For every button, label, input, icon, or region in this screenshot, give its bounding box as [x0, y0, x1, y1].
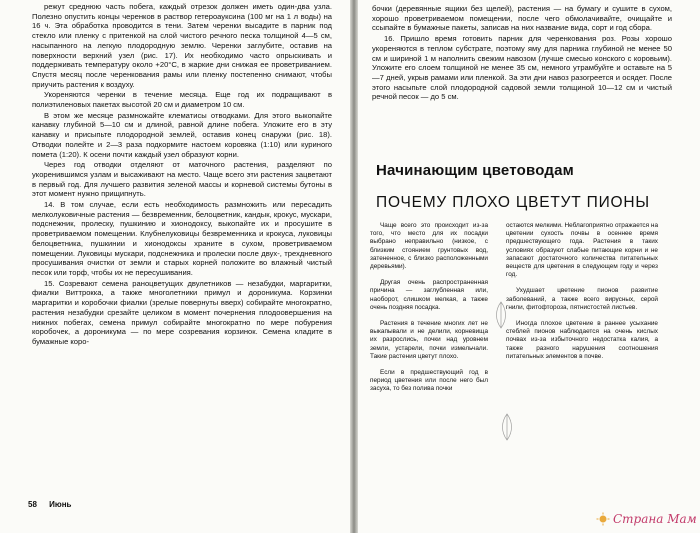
leaf-sketch-icon [494, 300, 508, 330]
paragraph: Ухудшает цветение пионов развитие заболеваний, а также всего вирусных, серой гнили, фитофтороза, пятнистостей листьев. [506, 287, 658, 311]
article-column-left [370, 222, 488, 394]
paragraph: В этом же месяце размножайте клематисы отводками. Для этого выкопайте канавку глубиной 5—10 см и длиной, равной длине побега. Уложите его в эту канавку и присыпьте плодородной землей, оставив конец снаружи (рис. 18). Отводки полейте и 2—3 раза подкормите настоем коровяка (1:10) или куриного помета (1:20). К осени почти каждый узел образуют корни. [32, 110, 332, 159]
paragraph: остаются мелкими. Неблагоприятно отражается на цветении сухость почвы в осеннее время предшествующего года. Растения в таких условиях образуют слабые питающие корни и не запасают достаточного количества питательных веществ для цветения в следующем году и через год. [506, 222, 658, 279]
page-footer [28, 500, 328, 509]
article-column-right [506, 222, 658, 361]
article-title: ПОЧЕМУ ПЛОХО ЦВЕТУТ ПИОНЫ [376, 194, 650, 211]
paragraph: бочки (деревянные ящики без щелей), растения — на бумагу и сушите в сухом, хорошо проветриваемом помещении, после чего обмолачивайте, очищайте и ссыпайте в бумажные пакеты, записав на них название вида, сорт и год сбора. [372, 4, 672, 33]
paragraph: 14. В том случае, если есть необходимость размножить или пересадить мелколуковичные растения — безвременник, белоцветник, кандык, крокус, мускари, подснежник, пролеску, пушкинию и хионодоксу, выкопайте их и просушите в проветриваемом помещении. Клубнелуковицы безвременника и крокуса, луковицы белоцветника, пушкинии и хионодоксы храните в сухом, проветриваемом помещении. Луковицы мускари, подснежника и пролески после двух-, трехдневного просушивания очистки от земли и старых корней положите во влажный чистый песок или торф, чтобы их не пересушивания. [32, 200, 332, 277]
page-number: 58 [28, 500, 37, 509]
sun-icon [596, 512, 610, 526]
paragraph: 15. Созревают семена раноцветущих двулетников — незабудки, маргаритки, фиалки Виттрокка, а также многолетники примул и дороникума. Корзинки маргаритки и коробочки фиалки (зрелые повернуты вверх) собирайте многократно, растения незабудки срезайте целиком в момент почернения плодоовершения на нижних побегах, семена примул собирайте многократно по мере побурения коробочек, а дороникума — по мере созревания корзинок. Семена кладите в бумажные коро- [32, 278, 332, 346]
book-spine [350, 0, 358, 533]
watermark-text: Страна Мам [613, 512, 697, 526]
paragraph: Укореняются черенки в течение месяца. Еще год их подращивают в полиэтиленовых пакетах высотой 20 см и диаметром 10 см. [32, 90, 332, 110]
watermark-logo [596, 512, 697, 526]
paragraph: режут среднюю часть побега, каждый отрезок должен иметь один-два узла. Полезно опустить концы черенков в раствор гетероауксина (100 мг на 1 л воды) на 16 ч. Эта обработка проводится в тени. Затем черенки высадите в парник под стекло или пленку с притенкой на слой чистого речного песка толщиной 4—5 см, насыпанного на легкую плодородную землю. Черенки заглубите, оставив на поверхности верхний узел (рис. 17). Их необходимо часто опрыскивать и поддерживать температуру около +20°С, в жаркие дни снижая ее проветриванием. Спустя месяц после черенкования рамы или пленку постепенно снимают, чтобы приучить растения к воздуху. [32, 2, 332, 89]
paragraph: Растения в течение многих лет не выкапывали и не делили, корневища их разрослись, почки над уровнем земли, устарели, почки измельчали. Такие растения цветут плохо. [370, 320, 488, 360]
paragraph: 16. Пришло время готовить парник для черенкования роз. Розы хорошо укореняются в теплом субстрате, поэтому яму для парника глубиной не менее 50 см и шириной 1 м наполнить свежим навозом (лучше смесью конского с коровьим). Уложите его слоем толщиной не менее 35 см, немного утрамбуйте и оставьте на 5—7 дней, укрыв рамами или пленкой. За эти дни навоз разогреется и осядет. После этого насыпьте слой плодородной садовой земли толщиной 10—12 см и чистый речной песок — до 5 см. [372, 34, 672, 102]
paragraph: Другая очень распространенная причина — заглубленная или, наоборот, слишком мелкая, а также очень поздняя посадка. [370, 279, 488, 311]
paragraph: Чаще всего это происходит из-за того, что место для их посадки выбрано неправильно (низкое, с близким стоянием грунтовых вод, затененное, с близко расположенными деревьями). [370, 222, 488, 271]
left-page-body [32, 2, 332, 347]
leaf-sketch-icon [500, 412, 514, 442]
paragraph: Иногда плохое цветение в раннее усыхание стеблей пионов наблюдается на очень кислых почвах из-за избыточного недостатка калия, а также разного нарушения соотношения питательных элементов в почве. [506, 320, 658, 360]
paragraph: Через год отводки отделяют от маточного растения, разделяют по укоренившимся узлам и высаживают на место. Чаще всего эти растения зацветают в первый год. Для лучшего развития зеленой массы и корневой системы бутоны в этот момент нужно прищипнуть. [32, 160, 332, 199]
right-page-top-text [372, 4, 672, 102]
paragraph: Если в предшествующий год в период цветения или после него был засуха, то без полива почки [370, 369, 488, 393]
running-title: Июнь [49, 500, 72, 509]
section-title: Начинающим цветоводам [376, 162, 574, 179]
